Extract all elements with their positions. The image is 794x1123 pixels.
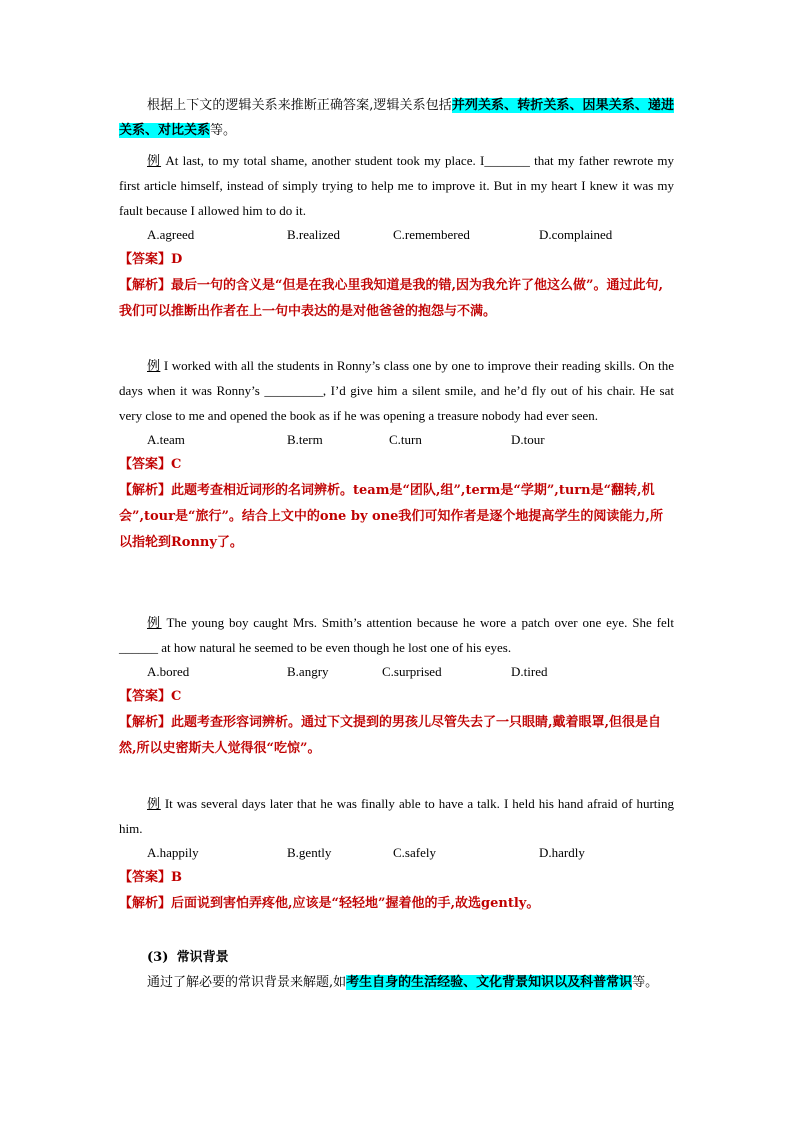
option-d: D.tour <box>511 432 545 447</box>
example-1 <box>119 148 674 325</box>
analysis-text: 【解析】此题考查形容词辨析。通过下文提到的男孩儿尽管失去了一只眼睛,戴着眼罩,但很是自然,所以史密斯夫人觉得很“吃惊”。 <box>119 715 662 756</box>
intro-text-end: 等。 <box>210 123 237 138</box>
answer-line: 【答案】C <box>119 689 182 704</box>
highlight-common-sense: 考生自身的生活经验、文化背景知识以及科普常识 <box>346 975 633 990</box>
option-d: D.hardly <box>539 845 585 860</box>
example-marker: 例 <box>147 153 162 168</box>
analysis-text: 【解析】此题考查相近词形的名词辨析。team是“团队,组”,term是“学期”,turn是“翻转,机会”,tour是“旅行”。结合上文中的one by one我们可知作者是逐个地提高学生的阅读能力,所以指轮到Ronny了。 <box>119 483 663 550</box>
section-number: (3) <box>147 950 169 965</box>
options-row <box>119 223 674 247</box>
option-b: B.gently <box>287 845 332 860</box>
highlight-relations-2: 递进关系、对比关系 <box>119 98 674 138</box>
analysis-text: 【解析】后面说到害怕弄疼他,应该是“轻轻地”握着他的手,故选gently。 <box>119 896 540 911</box>
example-marker: 例 <box>147 796 161 811</box>
option-b: B.angry <box>287 664 329 679</box>
section-heading <box>119 945 674 970</box>
answer-line: 【答案】B <box>119 870 182 885</box>
option-a: A.happily <box>147 845 199 860</box>
section-3 <box>119 945 674 995</box>
example-stem: 例 It was several days later that he was finally able to have a talk. I held his hand afraid of hurting him. <box>119 796 674 836</box>
option-a: A.agreed <box>147 227 195 242</box>
option-d: D.complained <box>539 227 613 242</box>
options-row <box>119 841 674 865</box>
example-2 <box>119 353 674 556</box>
highlight-relations-1: 并列关系、转折关系、因果关系、 <box>451 98 648 113</box>
example-stem: 例 At last, to my total shame, another student took my place. I_______ that my father rewrote my first article himself, instead of simply trying to help me to improve it. But in my heart I knew it was my fault because I allowed him to do it. <box>119 153 674 218</box>
answer-line: 【答案】D <box>119 252 183 267</box>
option-b: B.term <box>287 432 323 447</box>
example-4 <box>119 791 674 917</box>
option-c: C.surprised <box>382 664 442 679</box>
example-marker: 例 <box>147 358 161 373</box>
intro-paragraph <box>119 93 674 143</box>
options-row <box>119 660 674 684</box>
analysis-text: 【解析】最后一句的含义是“但是在我心里我知道是我的错,因为我允许了他这么做”。通过此句,我们可以推断出作者在上一句中表达的是对他爸爸的抱怨与不满。 <box>119 278 664 319</box>
option-a: A.bored <box>147 664 190 679</box>
section-paragraph: 通过了解必要的常识背景来解题,如考生自身的生活经验、文化背景知识以及科普常识等。 <box>147 975 659 990</box>
example-stem: 例 I worked with all the students in Ronny’s class one by one to improve their reading skills. On the days when it was Ronny’s _________, I’d give him a silent smile, and he’d fly out of his chair. He sat very close to me and opened the book as if he was opening a treasure nobody had ever seen. <box>119 358 674 423</box>
option-a: A.team <box>147 432 185 447</box>
option-d: D.tired <box>511 664 548 679</box>
intro-text: 根据上下文的逻辑关系来推断正确答案,逻辑关系包括 <box>147 98 452 113</box>
option-c: C.safely <box>393 845 436 860</box>
example-3 <box>119 610 674 762</box>
answer-line: 【答案】C <box>119 457 182 472</box>
options-row <box>119 428 674 452</box>
example-stem: 例 The young boy caught Mrs. Smith’s attention because he wore a patch over one eye. She felt ______ at how natural he seemed to be even though he lost one of his eyes. <box>119 615 674 655</box>
option-c: C.remembered <box>393 227 470 242</box>
example-marker: 例 <box>147 615 162 630</box>
option-c: C.turn <box>389 432 422 447</box>
section-title: 常识背景 <box>176 950 229 965</box>
option-b: B.realized <box>287 227 341 242</box>
